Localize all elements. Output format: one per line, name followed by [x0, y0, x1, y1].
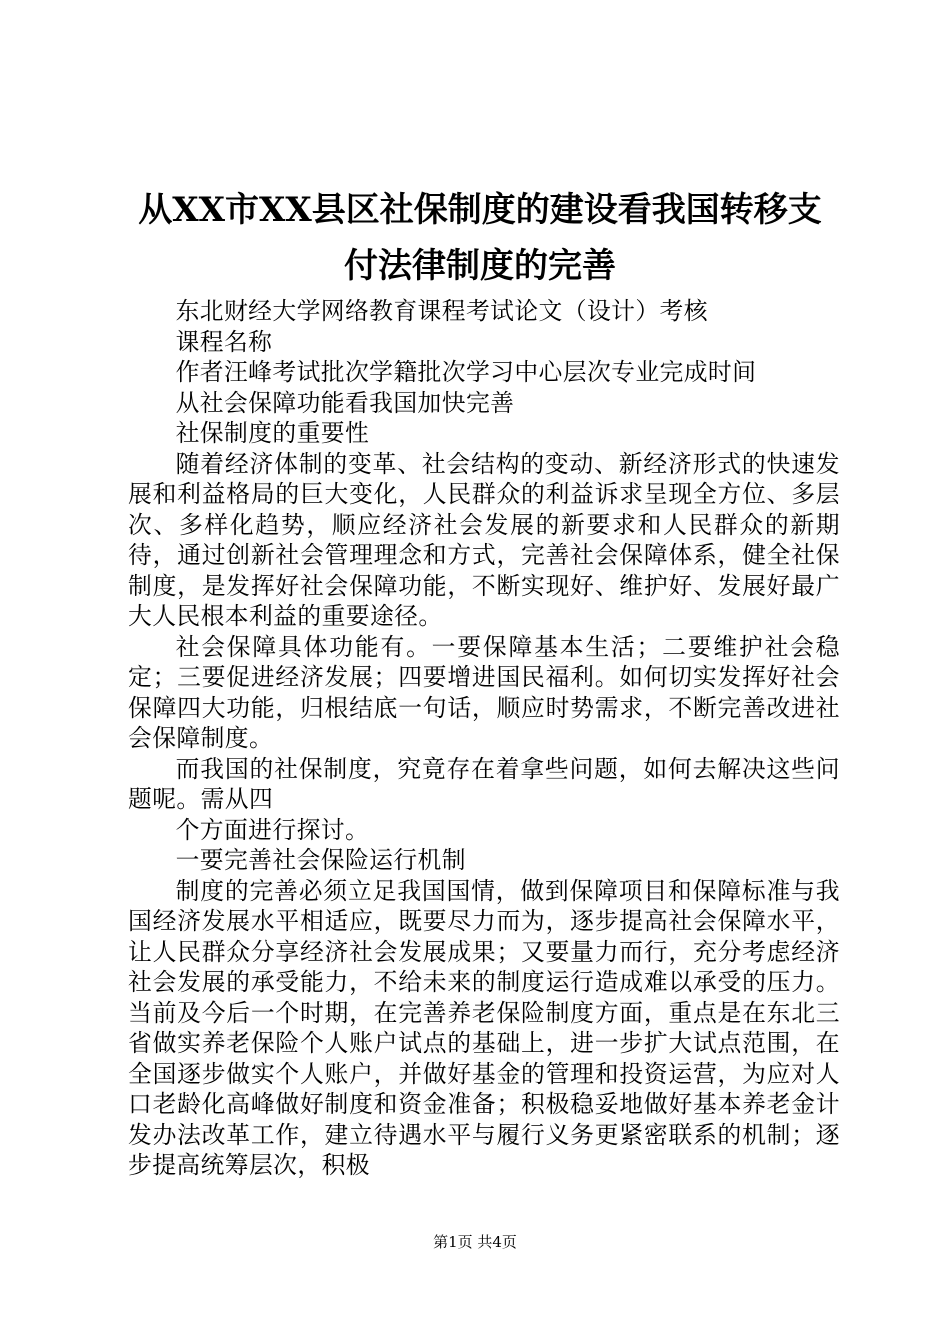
paragraph-body: 随着经济体制的变革、社会结构的变动、新经济形式的快速发展和利益格局的巨大变化，人民群众的利益诉求呈现全方位、多层次、多样化趋势，顺应经济社会发展的新要求和人民群众的新期待，通过创新社会管理理念和方式，完善社会保障体系，健全社保制度，是发挥好社会保障功能，不断实现好、维护好、发展好最广大人民根本利益的重要途径。	[128, 449, 840, 630]
paragraph-author-info: 作者汪峰考试批次学籍批次学习中心层次专业完成时间	[175, 358, 757, 386]
paragraph-subheading: 社保制度的重要性	[175, 419, 370, 447]
title-line-2: 付法律制度的完善	[344, 246, 616, 286]
paragraph-body: 个方面进行探讨。	[175, 815, 370, 844]
document-body	[128, 296, 840, 1181]
paragraph-header-university: 东北财经大学网络教育课程考试论文（设计）考核	[175, 297, 708, 325]
paragraph-subheading: 一要完善社会保险运行机制	[175, 846, 466, 874]
document-title	[120, 182, 840, 294]
paragraph-body: 而我国的社保制度，究竟存在着拿些问题，如何去解决这些问题呢。需从四	[128, 754, 840, 813]
paragraph-body: 社会保障具体功能有。一要保障基本生活；二要维护社会稳定；三要促进经济发展；四要增进国民福利。如何切实发挥好社会保障四大功能，归根结底一句话，顺应时势需求，不断完善改进社会保障制度。	[128, 632, 840, 752]
paragraph-section-heading: 从社会保障功能看我国加快完善	[175, 388, 515, 417]
page-number-footer: 第1页 共4页	[433, 1233, 517, 1251]
paragraph-course-name: 课程名称	[175, 327, 273, 356]
paragraph-body: 制度的完善必须立足我国国情，做到保障项目和保障标准与我国经济发展水平相适应，既要尽力而为，逐步提高社会保障水平，让人民群众分享经济社会发展成果；又要量力而行，充分考虑经济社会发展的承受能力，不给未来的制度运行造成难以承受的压力。当前及今后一个时期，在完善养老保险制度方面，重点是在东北三省做实养老保险个人账户试点的基础上，进一步扩大试点范围，在全国逐步做实个人账户，并做好基金的管理和投资运营，为应对人口老龄化高峰做好制度和资金准备；积极稳妥地做好基本养老金计发办法改革工作，建立待遇水平与履行义务更紧密联系的机制；逐步提高统筹层次，积极	[128, 876, 840, 1179]
title-line-1: 从XX市XX县区社保制度的建设看我国转移支	[138, 190, 822, 230]
